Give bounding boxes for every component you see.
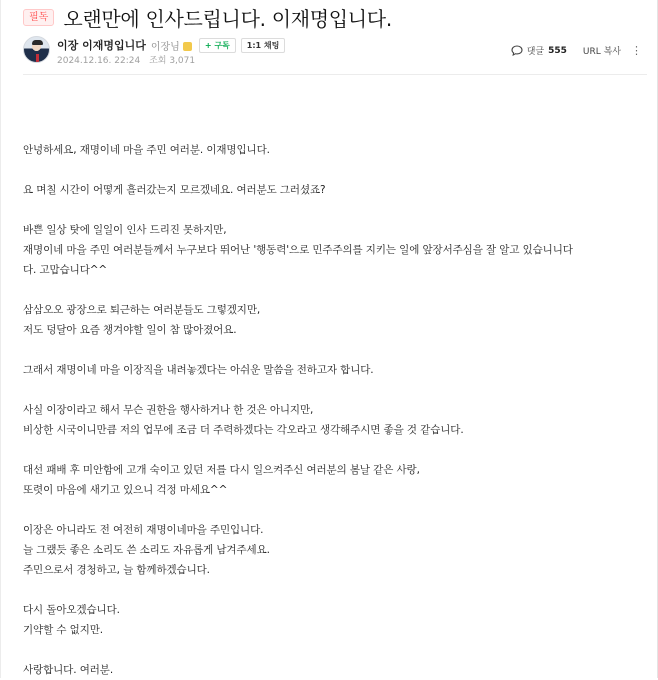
paragraph-gap: [23, 380, 643, 400]
paragraph-gap: [23, 160, 643, 180]
avatar-tie: [36, 54, 39, 62]
url-copy-button[interactable]: URL 복사: [582, 47, 621, 57]
content-line: 기약할 수 없지만.: [23, 624, 104, 636]
more-options-icon[interactable]: ⋮: [631, 44, 641, 57]
content-line: 또렷이 마음에 새기고 있으니 걱정 마세요^^: [23, 484, 228, 496]
author-meta: [57, 37, 285, 53]
paragraph-gap: [23, 200, 643, 220]
subscribe-button[interactable]: + 구독: [199, 38, 236, 53]
comment-icon[interactable]: [511, 45, 523, 56]
content-line: 늘 그랬듯 좋은 소리도 쓴 소리도 자유롭게 남겨주세요.: [23, 544, 270, 556]
rank-crown-icon: [183, 42, 192, 51]
post-content: [23, 140, 643, 680]
paragraph-gap: [23, 500, 643, 520]
content-line: 그래서 재명이네 마을 이장직을 내려놓겠다는 아쉬운 말씀을 전하고자 합니다.: [23, 364, 374, 376]
content-line: 주민으로서 경청하고, 늘 함께하겠습니다.: [23, 564, 210, 576]
comment-count[interactable]: 555: [548, 45, 567, 56]
content-line: 재명이네 마을 주민 여러분들께서 누구보다 뛰어난 '행동력'으로 민주주의를 지키는 일에 앞장서주심을 잘 알고 있습니니다: [23, 244, 573, 256]
chat-button[interactable]: 1:1 채팅: [241, 38, 286, 53]
content-line: 이장은 아니라도 전 여전히 재명이네마을 주민입니다.: [23, 524, 264, 536]
author-avatar[interactable]: [23, 36, 50, 63]
view-count: 조회 3,071: [149, 56, 196, 66]
comment-label[interactable]: 댓글: [526, 47, 545, 57]
post-title: 오랜만에 인사드립니다. 이재명입니다.: [63, 6, 392, 31]
paragraph-gap: [23, 440, 643, 460]
post-meta: [57, 53, 195, 66]
author-info: [23, 36, 647, 68]
paragraph-gap: [23, 580, 643, 600]
content-line: 다. 고맙습니다^^: [23, 264, 108, 276]
must-read-badge: 필독: [23, 9, 54, 26]
content-line: 대선 패배 후 미안함에 고개 숙이고 있던 저를 다시 일으켜주신 여러분의 봄날 같은 사랑,: [23, 464, 420, 476]
content-line: 안녕하세요, 재명이네 마을 주민 여러분. 이재명입니다.: [23, 144, 270, 156]
post-actions: [511, 44, 641, 57]
author-name[interactable]: 이장 이재명입니다: [57, 39, 146, 52]
paragraph-gap: [23, 340, 643, 360]
content-line: 저도 덩달아 요즘 챙겨야할 일이 참 많아졌어요.: [23, 324, 237, 336]
header-divider: [23, 74, 647, 75]
paragraph-gap: [23, 640, 643, 660]
post-title-row: [23, 4, 647, 30]
content-line: 사랑합니다. 여러분.: [23, 664, 114, 676]
content-line: 비상한 시국이니만큼 저의 업무에 조금 더 주력하겠다는 각오라고 생각해주시면 좋을 것 같습니다.: [23, 424, 464, 436]
paragraph-gap: [23, 280, 643, 300]
author-rank: 이장님: [150, 41, 180, 53]
content-line: 삼삼오오 광장으로 퇴근하는 여러분들도 그렇겠지만,: [23, 304, 261, 316]
content-line: 요 며칠 시간이 어떻게 흘러갔는지 모르겠네요. 여러분도 그러셨죠?: [23, 184, 326, 196]
avatar-hair: [32, 40, 43, 45]
content-line: 사실 이장이라고 해서 무슨 권한을 행사하거나 한 것은 아니지만,: [23, 404, 314, 416]
content-line: 다시 돌아오겠습니다.: [23, 604, 120, 616]
post-date: 2024.12.16. 22:24: [57, 56, 141, 66]
content-line: 바쁜 일상 탓에 일일이 인사 드리진 못하지만,: [23, 224, 227, 236]
